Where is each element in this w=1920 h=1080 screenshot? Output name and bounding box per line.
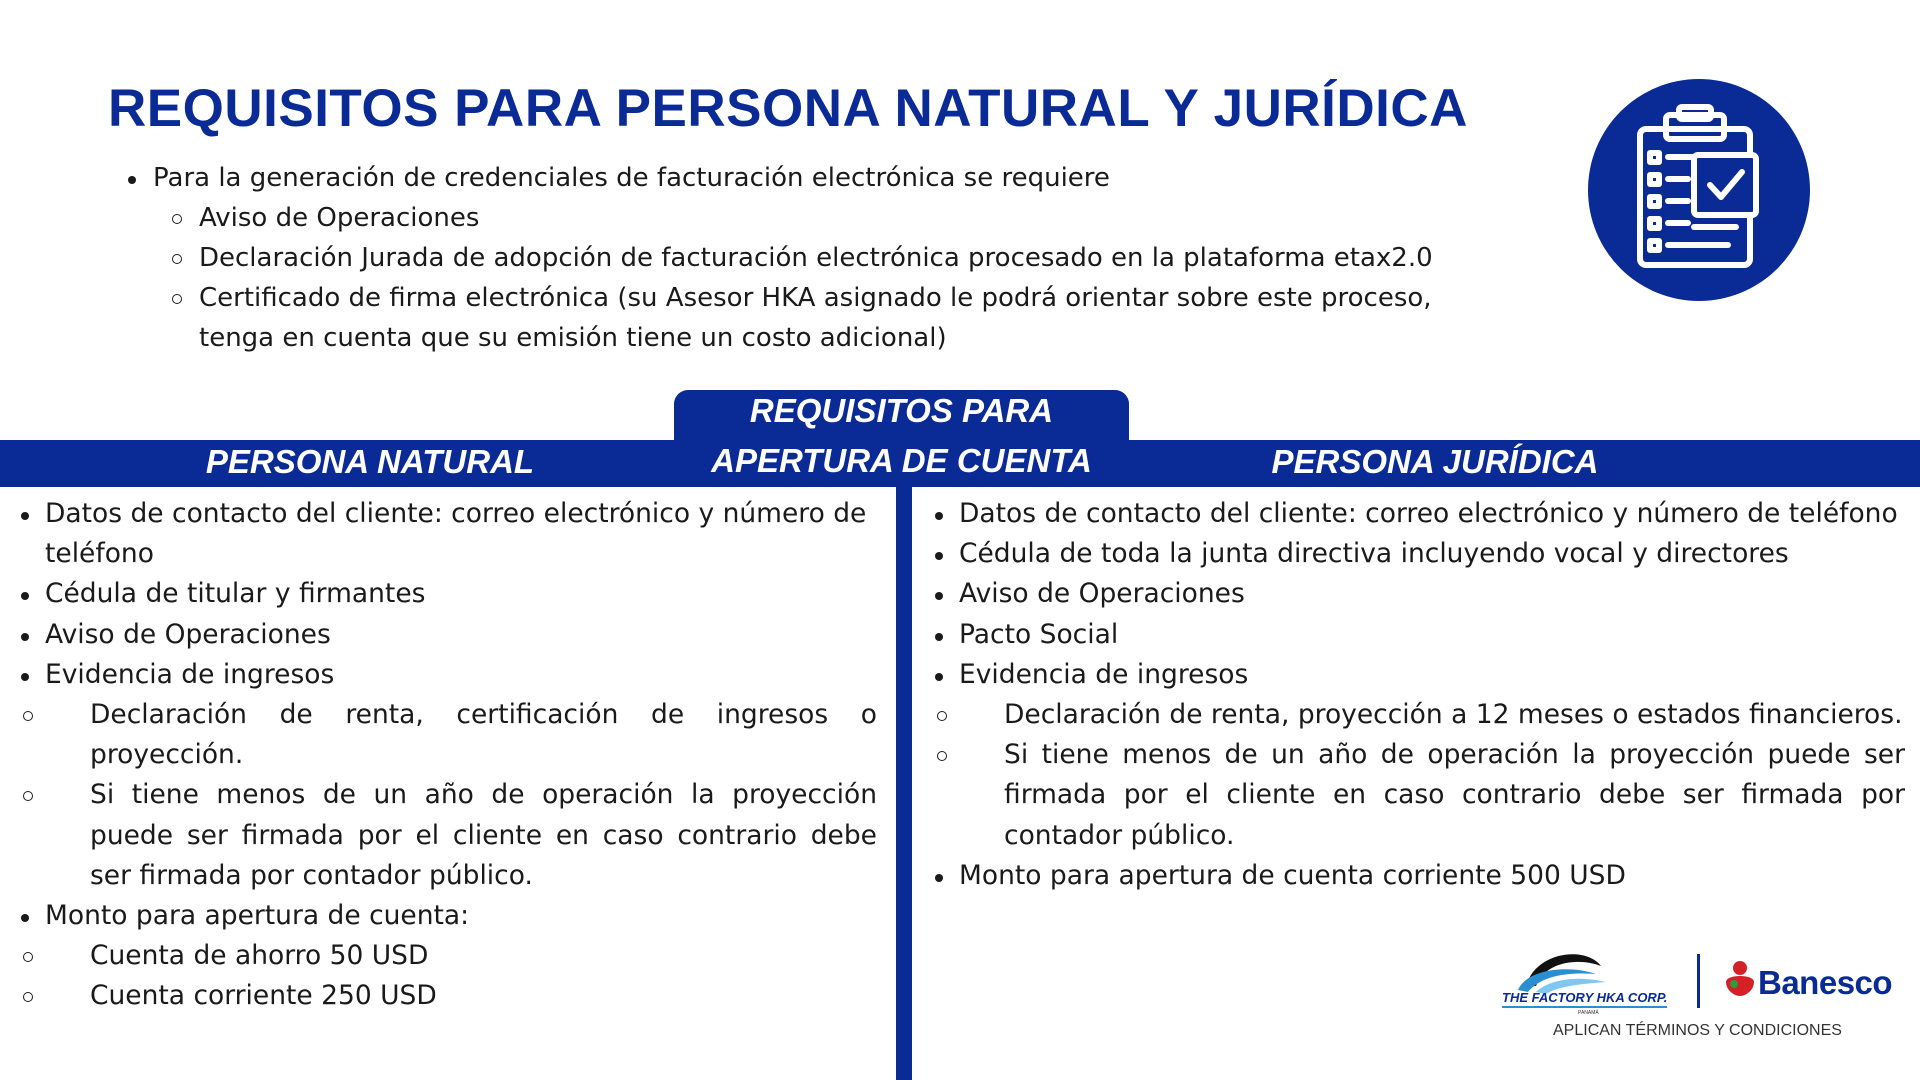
list-subitem: Si tiene menos de un año de operación la proyección puede ser firmada por el cliente en caso contrario debe ser firmada por contador público. bbox=[959, 735, 1905, 856]
list-item: Datos de contacto del cliente: correo electrónico y número de teléfono bbox=[959, 494, 1905, 534]
intro-lead: Para la generación de credenciales de facturación electrónica se requiere bbox=[120, 158, 1520, 198]
bullet-icon bbox=[172, 294, 182, 304]
bullet-icon bbox=[23, 992, 33, 1002]
list-item: Evidencia de ingresos bbox=[959, 655, 1905, 695]
list-item: Cédula de toda la junta directiva incluyendo vocal y directores bbox=[959, 534, 1905, 574]
clipboard-checklist-icon bbox=[1588, 79, 1810, 301]
header-requisitos-line1: REQUISITOS PARA bbox=[749, 392, 1054, 429]
bullet-icon bbox=[935, 512, 943, 520]
bullet-icon bbox=[23, 711, 33, 721]
header-persona-natural: PERSONA NATURAL bbox=[205, 443, 535, 480]
intro-list bbox=[120, 158, 1520, 358]
list-subitem: Si tiene menos de un año de operación la proyección puede ser firmada por el cliente en caso contrario debe ser firmada por contador público. bbox=[45, 775, 877, 896]
footer-logos bbox=[1490, 940, 1910, 1060]
natural-requirements-list bbox=[45, 494, 877, 1017]
bullet-icon bbox=[935, 552, 943, 560]
bullet-icon bbox=[21, 592, 29, 600]
hka-logo-text: THE FACTORY HKA CORP. bbox=[1502, 990, 1667, 1008]
header-persona-juridica: PERSONA JURÍDICA bbox=[1271, 443, 1599, 480]
list-item: Aviso de Operaciones bbox=[959, 574, 1905, 614]
bullet-icon bbox=[935, 592, 943, 600]
list-item: Aviso de Operaciones bbox=[45, 615, 877, 655]
bullet-icon bbox=[23, 952, 33, 962]
list-item: Evidencia de ingresos bbox=[45, 655, 877, 695]
column-divider bbox=[896, 487, 912, 1080]
banesco-logo-icon bbox=[1722, 960, 1758, 1000]
bullet-icon bbox=[935, 673, 943, 681]
list-item: Cédula de titular y firmantes bbox=[45, 574, 877, 614]
intro-item: Declaración Jurada de adopción de facturación electrónica procesado en la plataforma etax2.0 bbox=[120, 238, 1520, 278]
bullet-icon bbox=[128, 176, 136, 184]
clipboard-badge bbox=[1588, 79, 1810, 301]
hka-logo-subtext: PANAMÁ bbox=[1578, 1010, 1599, 1016]
bullet-icon bbox=[172, 254, 182, 264]
bullet-icon bbox=[937, 751, 947, 761]
bullet-icon bbox=[937, 711, 947, 721]
list-item: Pacto Social bbox=[959, 615, 1905, 655]
banesco-logo-text: Banesco bbox=[1758, 964, 1893, 1001]
list-subitem: Declaración de renta, proyección a 12 meses o estados financieros. bbox=[959, 695, 1905, 735]
list-item: Monto para apertura de cuenta: bbox=[45, 896, 877, 936]
bullet-icon bbox=[21, 633, 29, 641]
bullet-icon bbox=[21, 673, 29, 681]
list-item: Datos de contacto del cliente: correo electrónico y número de teléfono bbox=[45, 494, 877, 574]
bullet-icon bbox=[935, 633, 943, 641]
intro-item-continuation: tenga en cuenta que su emisión tiene un costo adicional) bbox=[199, 323, 947, 353]
terms-text: APLICAN TÉRMINOS Y CONDICIONES bbox=[1553, 1022, 1842, 1039]
bullet-icon bbox=[172, 214, 182, 224]
page-title: REQUISITOS PARA PERSONA NATURAL Y JURÍDICA bbox=[108, 79, 1468, 138]
list-item: Monto para apertura de cuenta corriente 500 USD bbox=[959, 856, 1905, 896]
list-subitem: Declaración de renta, certificación de ingresos o proyección. bbox=[45, 695, 877, 775]
logo-separator bbox=[1697, 954, 1700, 1008]
list-subitem: Cuenta de ahorro 50 USD bbox=[45, 936, 877, 976]
bullet-icon bbox=[23, 791, 33, 801]
juridica-requirements-list bbox=[959, 494, 1905, 896]
list-subitem: Cuenta corriente 250 USD bbox=[45, 976, 877, 1016]
bullet-icon bbox=[935, 874, 943, 882]
intro-item: Aviso de Operaciones bbox=[120, 198, 1520, 238]
bullet-icon bbox=[21, 914, 29, 922]
header-requisitos-line2: APERTURA DE CUENTA bbox=[711, 442, 1092, 479]
bullet-icon bbox=[21, 512, 29, 520]
intro-item: Certificado de firma electrónica (su Asesor HKA asignado le podrá orientar sobre este proceso, bbox=[120, 278, 1520, 318]
